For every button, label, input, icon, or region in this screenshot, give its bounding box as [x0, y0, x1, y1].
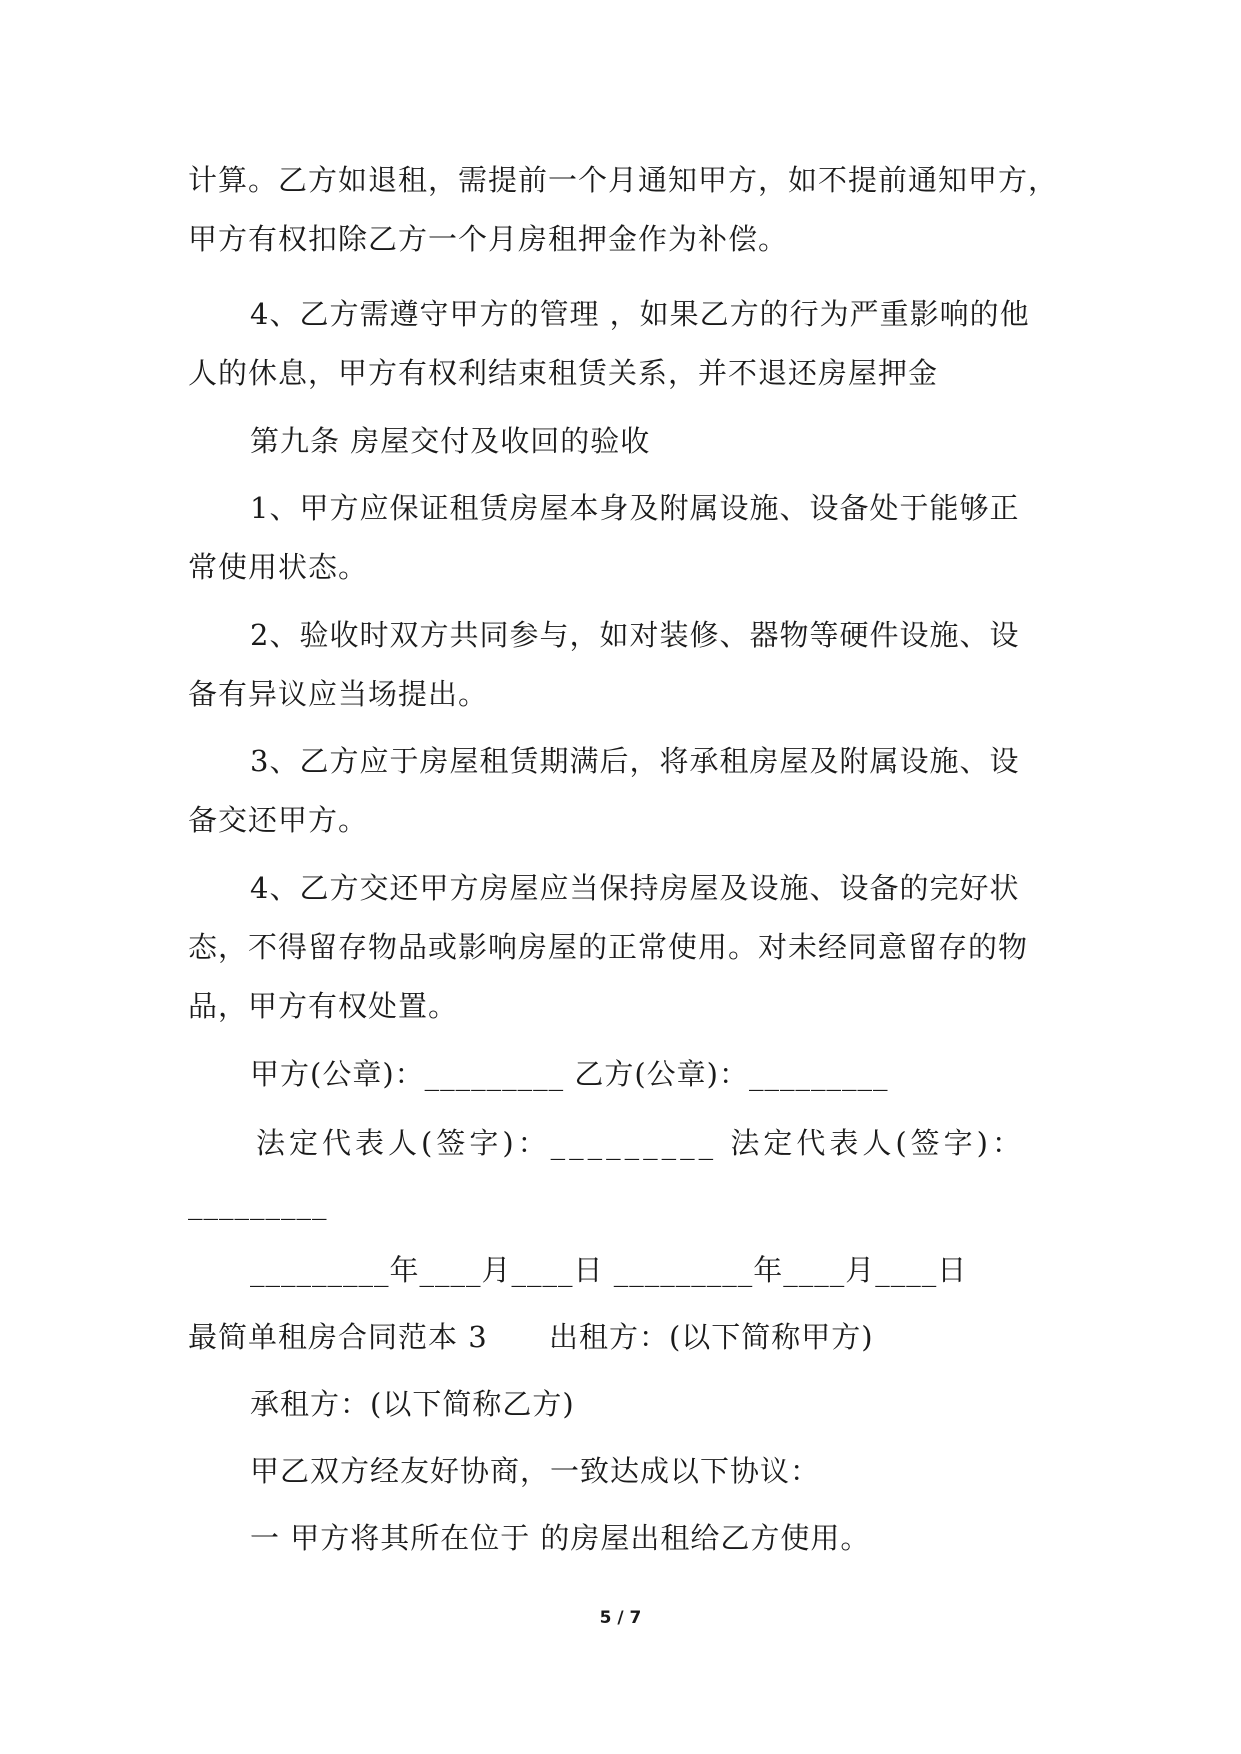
section-heading: 第九条 房屋交付及收回的验收	[250, 424, 651, 458]
text-line: 备交还甲方。	[188, 803, 369, 837]
text-line: 人的休息，甲方有权利结束租赁关系，并不退还房屋押金	[188, 356, 939, 390]
text-line: 4、乙方需遵守甲方的管理 ，如果乙方的行为严重影响的他	[250, 297, 1030, 331]
text-line: 3、乙方应于房屋租赁期满后，将承租房屋及附属设施、设	[250, 744, 1020, 778]
text-line: 常使用状态。	[188, 550, 369, 584]
text-line: 2、验收时双方共同参与，如对装修、器物等硬件设施、设	[250, 618, 1020, 652]
text-line: 一 甲方将其所在位于 的房屋出租给乙方使用。	[250, 1521, 871, 1555]
text-line: 备有异议应当场提出。	[188, 677, 489, 711]
signature-line: 法定代表人(签字)：_________ 法定代表人(签字)：	[256, 1126, 1025, 1160]
text-line: 4、乙方交还甲方房屋应当保持房屋及设施、设备的完好状	[250, 871, 1020, 905]
text-line: 甲方有权扣除乙方一个月房租押金作为补偿。	[188, 222, 789, 256]
page-number: 5 / 7	[599, 1608, 642, 1628]
text-line: 计算。乙方如退租，需提前一个月通知甲方，如不提前通知甲方，	[188, 163, 1059, 197]
text-line: 态，不得留存物品或影响房屋的正常使用。对未经同意留存的物	[188, 930, 1029, 964]
date-line: _________年____月____日 _________年____月____日	[250, 1253, 968, 1287]
signature-line: 甲方(公章)：_________ 乙方(公章)：_________	[250, 1057, 889, 1091]
text-line: 甲乙双方经友好协商，一致达成以下协议：	[250, 1454, 821, 1488]
text-line: 最简单租房合同范本 3 出租方：(以下简称甲方)	[188, 1320, 874, 1354]
signature-line: _________	[188, 1186, 328, 1220]
text-line: 1、甲方应保证租赁房屋本身及附属设施、设备处于能够正	[250, 491, 1020, 525]
text-line: 品，甲方有权处置。	[188, 989, 459, 1023]
text-line: 承租方：(以下简称乙方)	[250, 1387, 575, 1421]
